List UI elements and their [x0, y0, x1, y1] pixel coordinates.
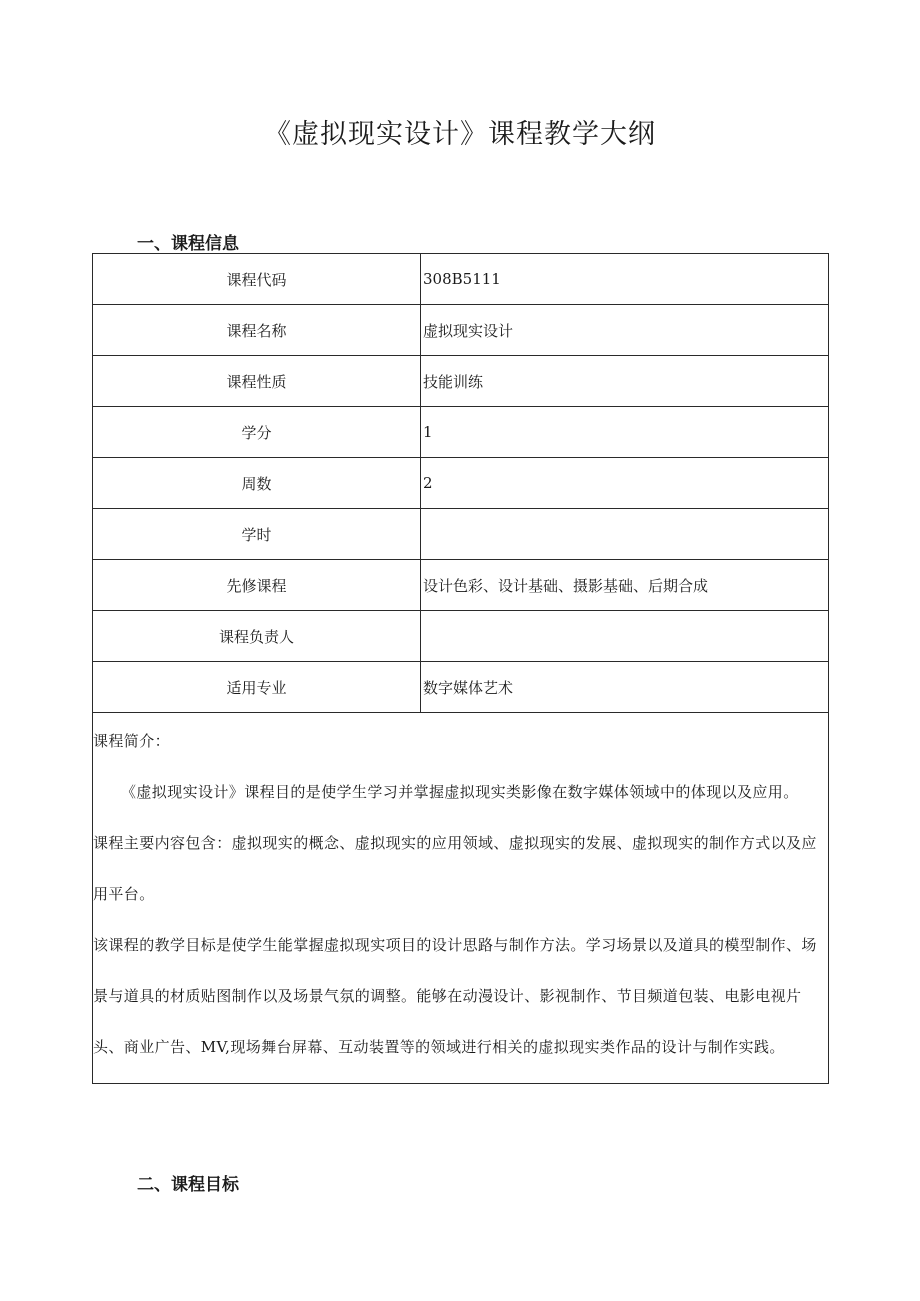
intro-paragraph: 该课程的教学目标是使学生能掌握虚拟现实项目的设计思路与制作方法。学习场景以及道具的模型制作、场景与道具的材质贴图制作以及场景气氛的调整。能够在动漫设计、影视制作、节目频道包装、电影电视片头、商业广告、MV,现场舞台屏幕、互动装置等的领域进行相关的虚拟现实类作品的设计与制作实践。	[93, 936, 817, 1056]
row-value	[421, 611, 829, 662]
table-row	[93, 611, 829, 662]
section-heading-course-goals: 二、课程目标	[137, 1175, 239, 1195]
row-value	[421, 509, 829, 560]
row-value: 1	[421, 407, 829, 458]
table-row	[93, 509, 829, 560]
row-label: 课程代码	[93, 254, 421, 305]
row-label: 周数	[93, 458, 421, 509]
row-label: 先修课程	[93, 560, 421, 611]
row-value: 设计色彩、设计基础、摄影基础、后期合成	[421, 560, 829, 611]
table-row	[93, 458, 829, 509]
row-value: 2	[421, 458, 829, 509]
table-row	[93, 305, 829, 356]
row-label: 课程负责人	[93, 611, 421, 662]
row-value: 数字媒体艺术	[421, 662, 829, 713]
course-intro-cell	[93, 713, 829, 1084]
row-value: 308B5111	[421, 254, 829, 305]
row-value: 技能训练	[421, 356, 829, 407]
table-row	[93, 662, 829, 713]
intro-paragraph: 《虚拟现实设计》课程目的是使学生学习并掌握虚拟现实类影像在数字媒体领域中的体现以及应用。	[121, 783, 799, 801]
intro-paragraph: 课程主要内容包含：虚拟现实的概念、虚拟现实的应用领域、虚拟现实的发展、虚拟现实的制作方式以及应用平台。	[93, 834, 817, 903]
table-row	[93, 560, 829, 611]
row-label: 学时	[93, 509, 421, 560]
row-label: 适用专业	[93, 662, 421, 713]
row-label: 学分	[93, 407, 421, 458]
table-row	[93, 356, 829, 407]
course-info-table	[92, 253, 829, 1084]
row-value: 虚拟现实设计	[421, 305, 829, 356]
section-heading-course-info: 一、课程信息	[137, 234, 239, 254]
row-label: 课程名称	[93, 305, 421, 356]
intro-row	[93, 713, 829, 1084]
intro-heading: 课程简介：	[93, 732, 171, 750]
row-label: 课程性质	[93, 356, 421, 407]
table-row	[93, 254, 829, 305]
table-row	[93, 407, 829, 458]
document-title: 《虚拟现实设计》课程教学大纲	[264, 119, 656, 150]
course-intro	[93, 715, 828, 1073]
